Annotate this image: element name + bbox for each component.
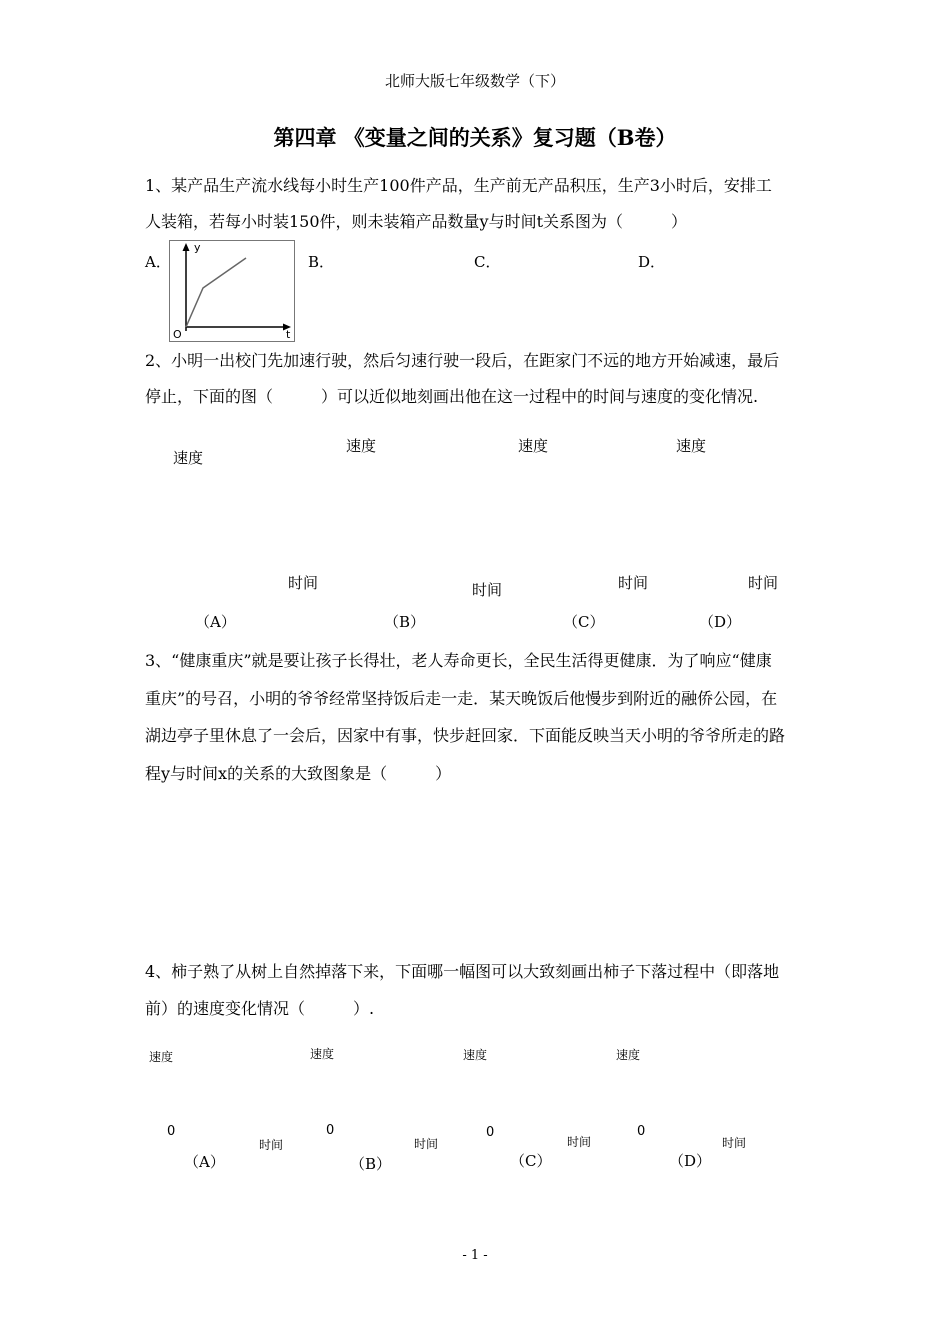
q4-origin-d: 0 bbox=[637, 1124, 646, 1139]
graph-line bbox=[186, 258, 246, 327]
q4-text-line2: 前）的速度变化情况（ ）. bbox=[145, 999, 375, 1018]
q4-origin-c: 0 bbox=[486, 1125, 495, 1140]
y-axis-label: y bbox=[194, 241, 201, 254]
q3-text-line1: 3、“健康重庆”就是要让孩子长得壮，老人寿命更长，全民生活得更健康．为了响应“健康 bbox=[145, 651, 772, 670]
q4-time-label-a: 时间 bbox=[259, 1138, 284, 1152]
q4-speed-label-b: 速度 bbox=[310, 1047, 335, 1061]
q2-time-label-b: 时间 bbox=[472, 581, 503, 599]
q2-speed-label-c: 速度 bbox=[518, 437, 549, 455]
q2-time-label-c: 时间 bbox=[618, 574, 649, 592]
q2-speed-label-a: 速度 bbox=[173, 449, 204, 467]
q4-origin-a: 0 bbox=[167, 1124, 176, 1139]
q4-caption-b: （B） bbox=[350, 1155, 392, 1173]
q1-text-line2: 人装箱，若每小时装150件，则未装箱产品数量y与时间t关系图为（ ） bbox=[145, 212, 688, 231]
q4-speed-label-a: 速度 bbox=[149, 1050, 174, 1064]
q4-caption-d: （D） bbox=[669, 1152, 712, 1170]
q1-option-b: B． bbox=[308, 253, 335, 271]
q2-caption-b: （B） bbox=[384, 613, 426, 631]
q4-origin-b: 0 bbox=[326, 1123, 335, 1138]
q2-time-label-d: 时间 bbox=[748, 574, 779, 592]
page-header: 北师大版七年级数学（下） bbox=[384, 72, 565, 90]
q2-speed-label-d: 速度 bbox=[676, 437, 707, 455]
q2-speed-label-b: 速度 bbox=[346, 437, 377, 455]
y-axis-arrow bbox=[183, 243, 190, 251]
q2-text-line1: 2、小明一出校门先加速行驶，然后匀速行驶一段后，在距家门不远的地方开始减速，最后 bbox=[145, 351, 780, 370]
q2-time-label-a: 时间 bbox=[288, 574, 319, 592]
q1-text-line1: 1、某产品生产流水线每小时生产100件产品，生产前无产品积压，生产3小时后，安排工 bbox=[145, 176, 772, 195]
q1-graph-a bbox=[169, 240, 295, 342]
q4-time-label-d: 时间 bbox=[722, 1136, 747, 1150]
q2-text-line2: 停止，下面的图（ ）可以近似地刻画出他在这一过程中的时间与速度的变化情况. bbox=[145, 387, 759, 406]
q2-caption-c: （C） bbox=[563, 613, 605, 631]
q4-text-line1: 4、柿子熟了从树上自然掉落下来，下面哪一幅图可以大致刻画出柿子下落过程中（即落地 bbox=[145, 962, 780, 981]
q4-time-label-b: 时间 bbox=[414, 1137, 439, 1151]
page-number: - 1 - bbox=[462, 1248, 488, 1263]
q3-text-line4: 程y与时间x的关系的大致图象是（ ） bbox=[145, 764, 452, 783]
q2-caption-d: （D） bbox=[699, 613, 742, 631]
q3-text-line3: 湖边亭子里休息了一会后，因家中有事，快步赶回家．下面能反映当天小明的爷爷所走的路 bbox=[145, 726, 786, 745]
q3-text-line2: 重庆”的号召，小明的爷爷经常坚持饭后走一走．某天晚饭后他慢步到附近的融侨公园，在 bbox=[145, 689, 778, 708]
q4-caption-c: （C） bbox=[510, 1152, 552, 1170]
q1-option-d: D． bbox=[638, 253, 666, 271]
q2-caption-a: （A） bbox=[195, 613, 236, 631]
origin-label: O bbox=[173, 328, 182, 341]
t-axis-label: t bbox=[286, 328, 291, 341]
q4-time-label-c: 时间 bbox=[567, 1135, 592, 1149]
q4-speed-label-d: 速度 bbox=[616, 1048, 641, 1062]
q1-option-c: C． bbox=[474, 253, 501, 271]
q4-speed-label-c: 速度 bbox=[463, 1048, 488, 1062]
q1-option-a: A． bbox=[145, 253, 171, 271]
q4-caption-a: （A） bbox=[184, 1153, 225, 1171]
page-title: 第四章 《变量之间的关系》复习题（B卷） bbox=[273, 125, 677, 150]
